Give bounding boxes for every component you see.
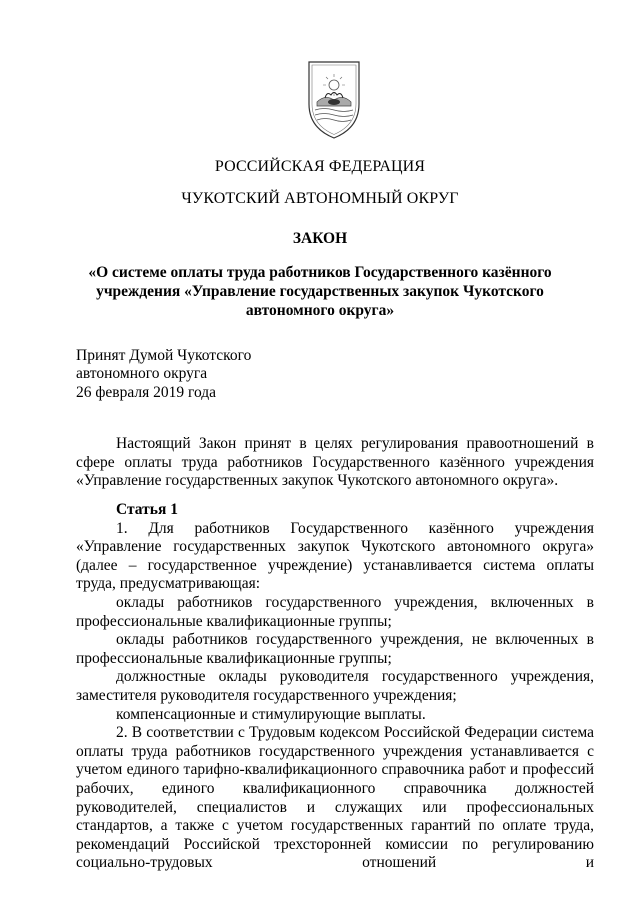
preamble-block xyxy=(76,435,594,491)
adoption-line: Принят Думой Чукотского xyxy=(76,347,252,364)
document-title-line: автономного округа» xyxy=(245,302,395,319)
document-title-line: учреждения «Управление государственных закупок Чукотского xyxy=(96,283,544,300)
document-title-line: «О системе оплаты труда работников Государственного казённого xyxy=(88,264,552,281)
adoption-date: 26 февраля 2019 года xyxy=(76,383,217,401)
document-type-heading: ЗАКОН xyxy=(292,230,348,247)
preamble-paragraph: Настоящий Закон принят в целях регулирования правоотношений в сфере оплаты труда работников Государственного казённого учреждения «Управление государственных закупок Чукотского автономного округа». xyxy=(76,435,594,490)
article-paragraph: 1. Для работников Государственного казённого учреждения «Управление государственных закупок Чукотского автономного округа» (далее – государственное учреждение) устанавливается система оплаты труда, предусматривающая: xyxy=(76,519,594,593)
article-paragraph: оклады работников государственного учреждения, включенных в профессиональные квалификационные группы; xyxy=(76,593,594,630)
federation-heading: РОССИЙСКАЯ ФЕДЕРАЦИЯ xyxy=(214,158,426,175)
region-heading: ЧУКОТСКИЙ АВТОНОМНЫЙ ОКРУГ xyxy=(181,190,459,207)
adoption-note xyxy=(76,347,251,402)
article-paragraph: компенсационные и стимулирующие выплаты. xyxy=(116,705,426,723)
document-title xyxy=(60,263,580,320)
article-paragraph: должностные оклады руководителя государственного учреждения, заместителя руководителя государственного учреждения; xyxy=(76,668,594,704)
article-paragraph: оклады работников государственного учреждения, не включенных в профессиональные квалификационные группы; xyxy=(76,631,594,667)
chukotka-coat-of-arms-icon xyxy=(303,58,365,142)
article-1 xyxy=(76,501,594,873)
article-paragraph: 2. В соответствии с Трудовым кодексом Российской Федерации система оплаты труда работников государственного учреждения устанавливается с учетом единого тарифно-квалификационного справочника работ и профессий рабочих, единого квалификационного справочника должностей руководителей, специалистов и служащих или профессиональных стандартов, а также с учетом государственных гарантий по оплате труда, рекомендаций Российской трехсторонней комиссии по регулированию социально-трудовых отношений и xyxy=(76,724,594,872)
article-1-title: Статья 1 xyxy=(116,501,178,518)
adoption-line: автономного округа xyxy=(76,365,208,383)
